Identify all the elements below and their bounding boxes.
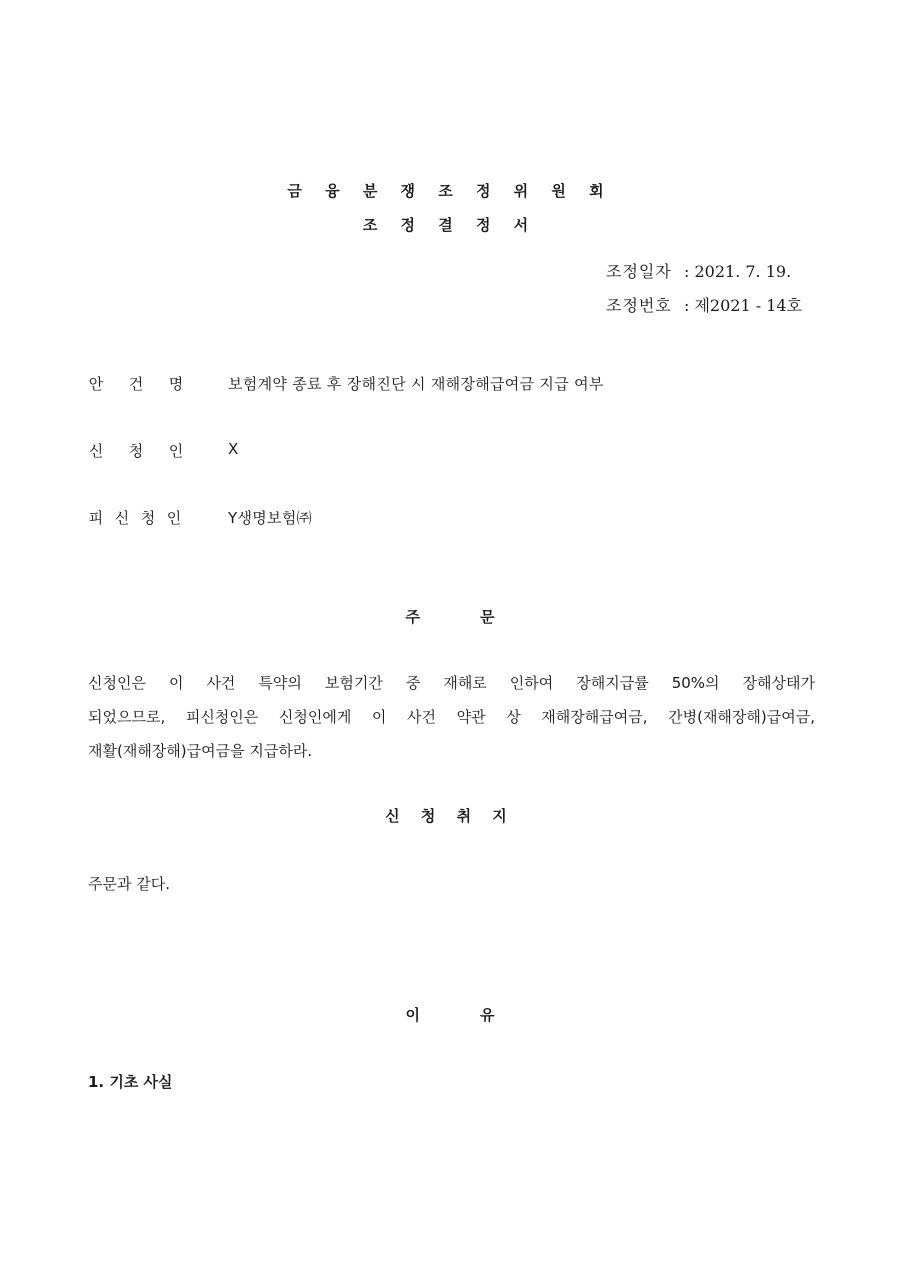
case-name-label-char: 안 bbox=[88, 375, 104, 393]
case-name-label-char: 건 bbox=[128, 375, 144, 393]
applicant-label bbox=[88, 440, 184, 461]
mediation-date-label: 조정일자 bbox=[606, 262, 672, 281]
claim-purpose-title: 신 청 취 지 bbox=[385, 807, 515, 825]
respondent-label-char: 청 bbox=[140, 509, 156, 527]
respondent-label-char: 인 bbox=[166, 509, 182, 527]
applicant-label-char: 청 bbox=[128, 442, 144, 460]
applicant-value: X bbox=[228, 440, 239, 458]
case-name-label bbox=[88, 373, 184, 394]
document-type-title: 조 정 결 정 서 bbox=[362, 216, 538, 234]
reasons-title-char: 이 bbox=[405, 1006, 420, 1024]
case-name-value: 보험계약 종료 후 장해진단 시 재해장해급여금 지급 여부 bbox=[228, 375, 604, 393]
mediation-number-label: 조정번호 bbox=[606, 296, 672, 315]
committee-title: 금 융 분 쟁 조 정 위 원 회 bbox=[287, 182, 613, 200]
order-text-line: 되었으므로, 피신청인은 신청인에게 이 사건 약관 상 재해장해급여금, 간병(재해장해)급여금, bbox=[88, 708, 815, 726]
reasons-title-char: 유 bbox=[480, 1006, 495, 1024]
order-section-title bbox=[0, 606, 900, 627]
mediation-number-row bbox=[606, 293, 802, 316]
mediation-date-row bbox=[606, 259, 791, 282]
reasons-section-title bbox=[0, 1004, 900, 1025]
respondent-label-char: 신 bbox=[114, 509, 130, 527]
mediation-date-value: : 2021. 7. 19. bbox=[684, 262, 792, 281]
case-name-label-char: 명 bbox=[168, 375, 184, 393]
respondent-value: Y생명보험㈜ bbox=[228, 509, 312, 527]
order-title-char: 주 bbox=[405, 608, 420, 626]
order-text-line: 재활(재해장해)급여금을 지급하라. bbox=[88, 742, 313, 760]
mediation-number-value: : 제2021 - 14호 bbox=[684, 296, 803, 315]
claim-purpose-text: 주문과 같다. bbox=[88, 875, 170, 893]
applicant-label-char: 인 bbox=[168, 442, 184, 460]
respondent-label bbox=[88, 507, 182, 528]
order-text-line: 신청인은 이 사건 특약의 보험기간 중 재해로 인하여 장해지급률 50%의 장해상태가 bbox=[88, 674, 815, 692]
basic-facts-heading: 1. 기초 사실 bbox=[88, 1073, 173, 1091]
order-title-char: 문 bbox=[480, 608, 495, 626]
applicant-label-char: 신 bbox=[88, 442, 104, 460]
respondent-label-char: 피 bbox=[88, 509, 104, 527]
